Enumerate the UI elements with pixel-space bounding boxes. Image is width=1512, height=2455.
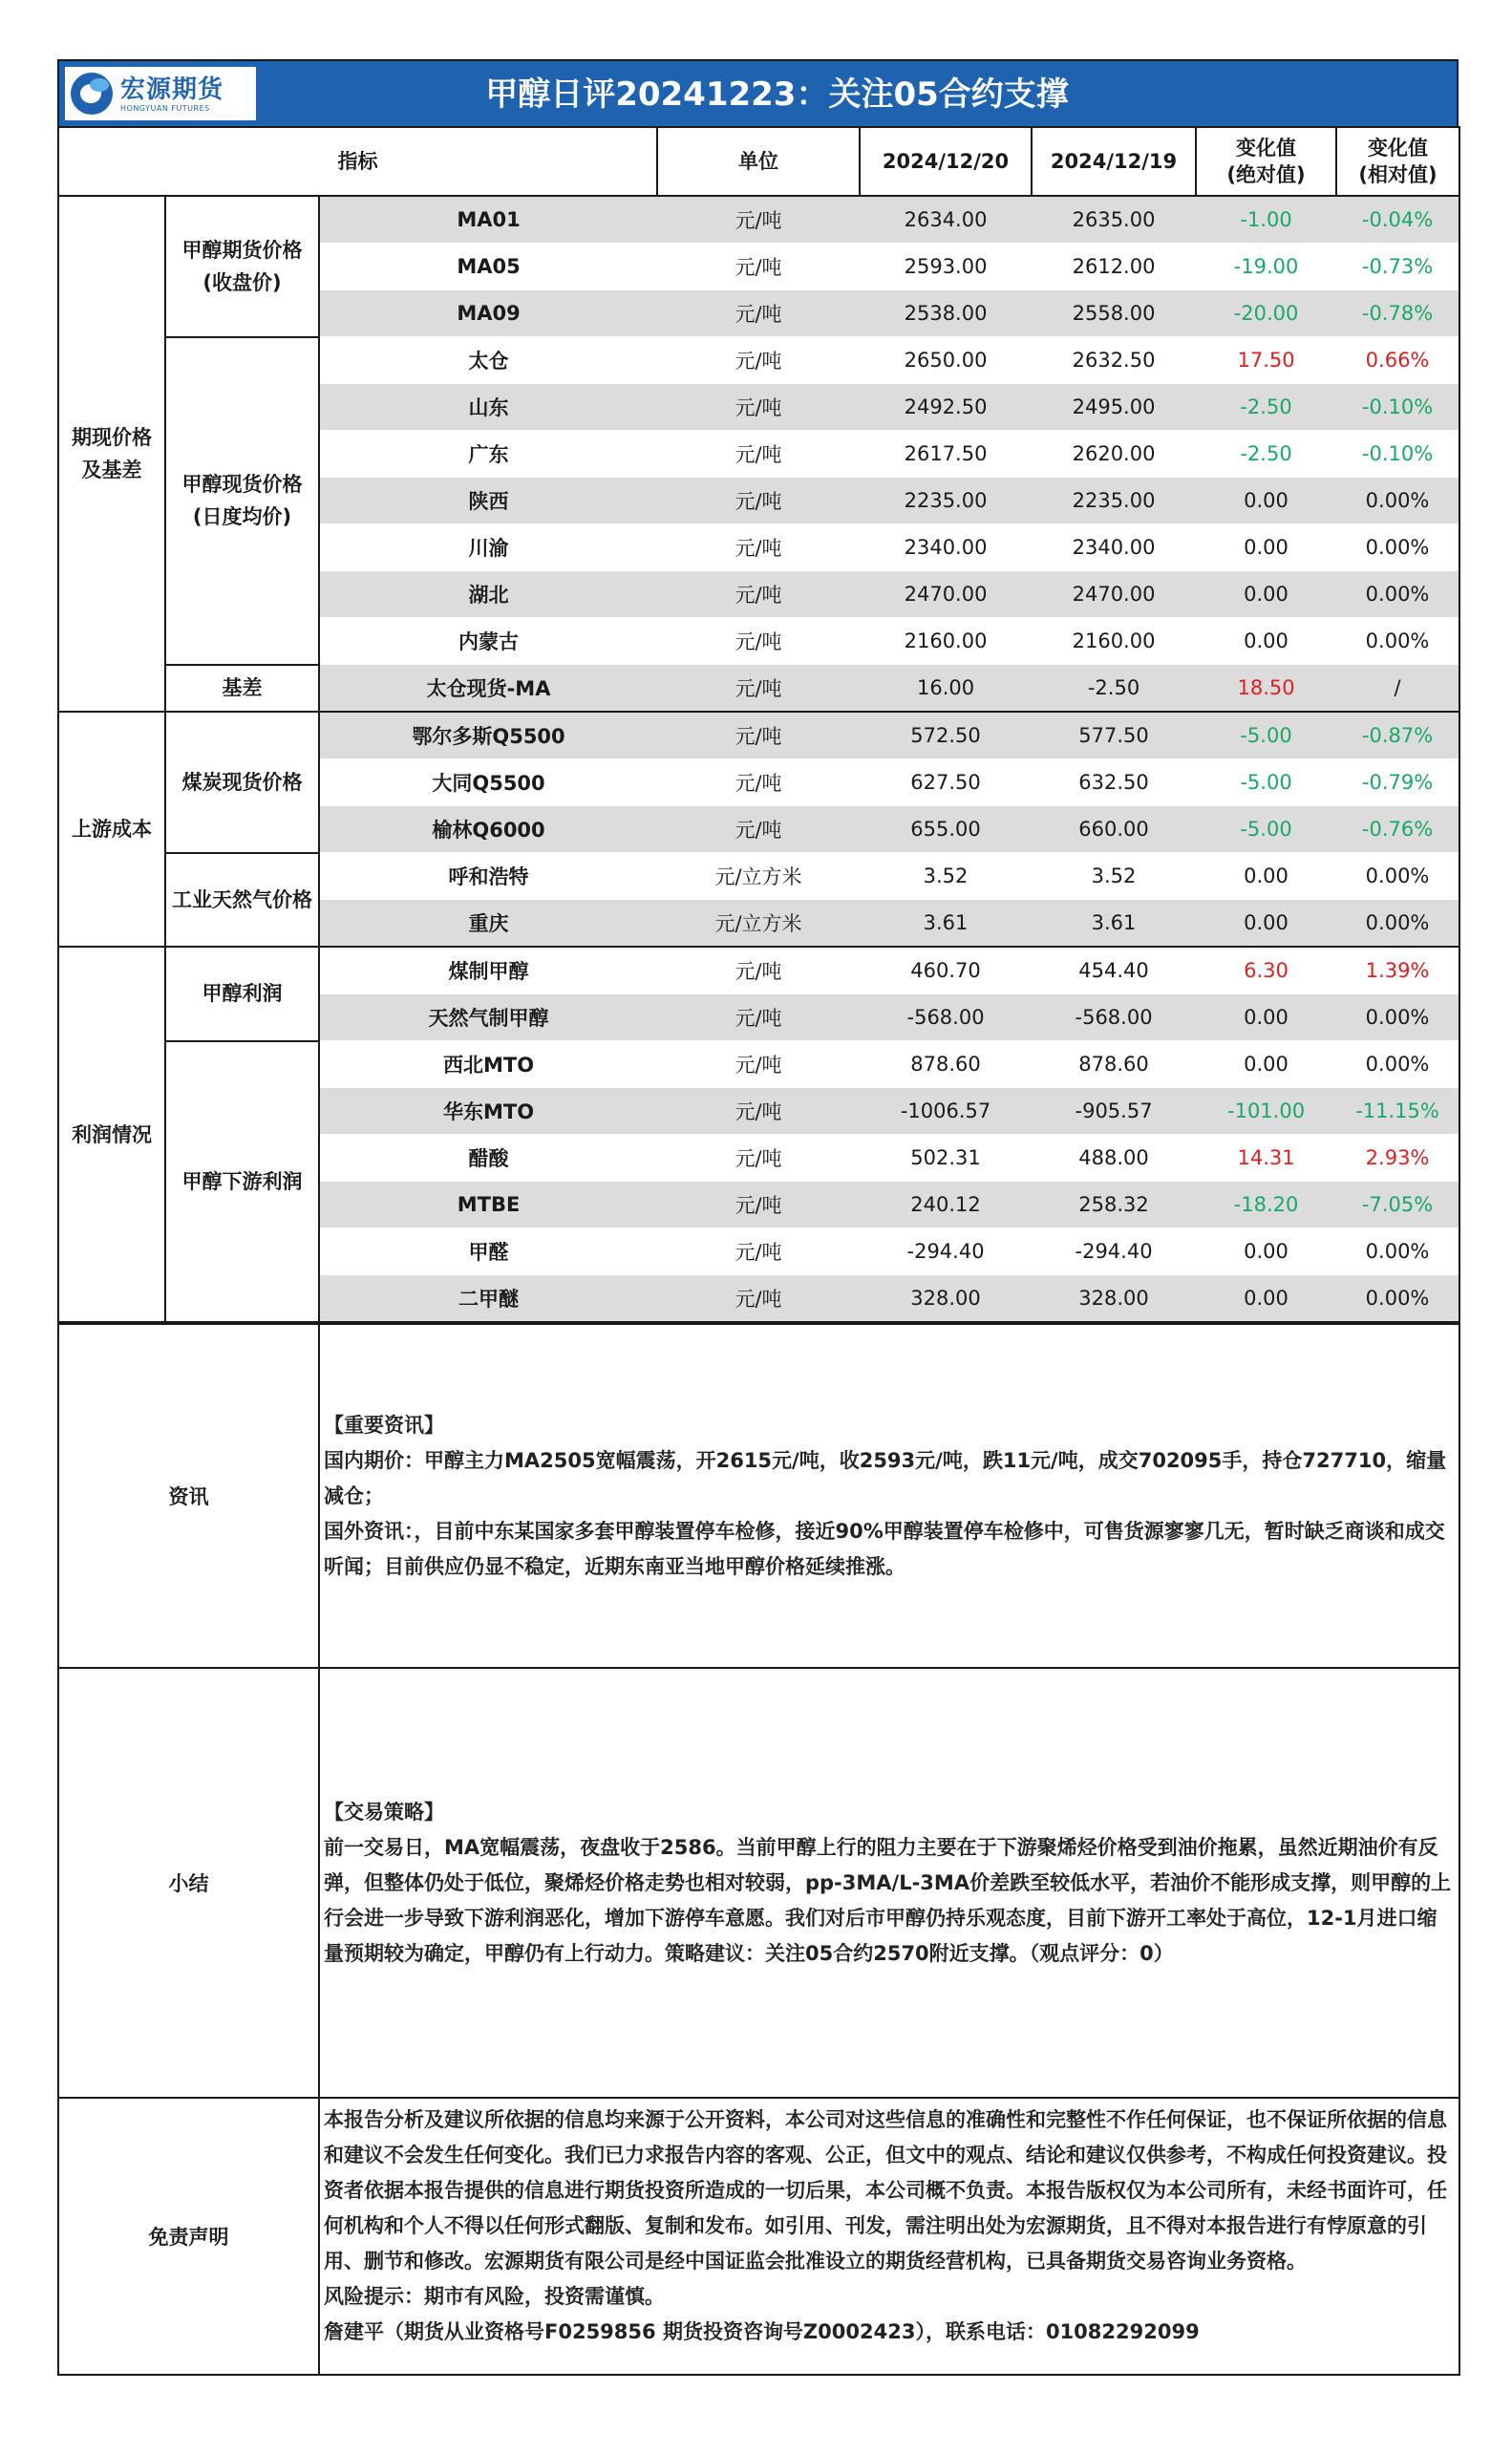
change-relative: -0.78% (1336, 290, 1459, 337)
unit-cell: 元/立方米 (657, 853, 860, 900)
value-current: 627.50 (860, 759, 1032, 806)
disclaimer-body: 本报告分析及建议所依据的信息均来源于公开资料，本公司对这些信息的准确性和完整性不作任何保证，也不保证所依据的信息和建议不会发生任何变化。我们已力求报告内容的客观、公正，但文中的观点、结论和建议仅供参考，不构成任何投资建议。投资者依据本报告提供的信息进行期货投资所造成的一切后果，本公司概不负责。本报告版权仅为本公司所有，未经书面许可，任何机构和个人不得以任何形式翻版、复制和发布。如引用、刊发，需注明出处为宏源期货，且不得对本报告进行有悖原意的引用、删节和修改。宏源期货有限公司是经中国证监会批准设立的期货经营机构，已具备期货交易咨询业务资格。 (324, 2108, 1447, 2273)
disclaimer-content (319, 2098, 1459, 2375)
header-abs-change: 变化值 (绝对值) (1196, 127, 1336, 196)
header-date1: 2024/12/20 (860, 127, 1032, 196)
value-current: 240.12 (860, 1182, 1032, 1228)
unit-cell: 元/吨 (657, 196, 860, 244)
unit-cell: 元/吨 (657, 244, 860, 290)
value-current: 328.00 (860, 1275, 1032, 1323)
value-previous: 2495.00 (1032, 384, 1196, 431)
change-absolute: 0.00 (1196, 994, 1336, 1041)
indicator-name: 煤制甲醇 (319, 947, 657, 994)
indicator-name: 太仓现货-MA (319, 665, 657, 713)
news-row (58, 1324, 1459, 1668)
change-relative: 0.00% (1336, 1041, 1459, 1088)
change-absolute: 17.50 (1196, 337, 1336, 384)
change-relative: 0.00% (1336, 524, 1459, 571)
disclaimer-label: 免责声明 (58, 2098, 319, 2375)
change-relative: 0.00% (1336, 853, 1459, 900)
value-current: 3.61 (860, 900, 1032, 948)
change-absolute: -1.00 (1196, 196, 1336, 244)
sub-gas-price: 工业天然气价格 (165, 853, 319, 948)
unit-cell: 元/吨 (657, 712, 860, 759)
header-rel-change: 变化值 (相对值) (1336, 127, 1459, 196)
indicator-name: 山东 (319, 384, 657, 431)
value-current: 2160.00 (860, 618, 1032, 665)
value-previous: 2235.00 (1032, 478, 1196, 524)
change-absolute: -18.20 (1196, 1182, 1336, 1228)
sub-downstream-profit: 甲醇下游利润 (165, 1041, 319, 1323)
value-current: 460.70 (860, 947, 1032, 994)
value-previous: 2558.00 (1032, 290, 1196, 337)
header-date2: 2024/12/19 (1032, 127, 1196, 196)
value-current: 572.50 (860, 712, 1032, 759)
indicator-table (57, 126, 1460, 1323)
unit-cell: 元/吨 (657, 665, 860, 713)
value-previous: 577.50 (1032, 712, 1196, 759)
unit-cell: 元/吨 (657, 478, 860, 524)
change-absolute: 0.00 (1196, 478, 1336, 524)
indicator-name: MTBE (319, 1182, 657, 1228)
news-content (319, 1324, 1459, 1668)
unit-cell: 元/吨 (657, 1088, 860, 1135)
value-previous: 2470.00 (1032, 571, 1196, 618)
sub-basis: 基差 (165, 665, 319, 713)
indicator-name: 太仓 (319, 337, 657, 384)
table-row (58, 337, 1459, 384)
value-current: 3.52 (860, 853, 1032, 900)
unit-cell: 元/吨 (657, 1182, 860, 1228)
indicator-name: MA09 (319, 290, 657, 337)
indicator-name: MA01 (319, 196, 657, 244)
change-absolute: -101.00 (1196, 1088, 1336, 1135)
indicator-name: 重庆 (319, 900, 657, 948)
indicator-name: MA05 (319, 244, 657, 290)
unit-cell: 元/吨 (657, 618, 860, 665)
value-previous: 2635.00 (1032, 196, 1196, 244)
change-relative: 2.93% (1336, 1135, 1459, 1182)
logo-name-cn: 宏源期货 (120, 75, 224, 104)
indicator-name: 二甲醚 (319, 1275, 657, 1323)
unit-cell: 元/吨 (657, 806, 860, 853)
value-previous: -905.57 (1032, 1088, 1196, 1135)
value-previous: -2.50 (1032, 665, 1196, 713)
table-row (58, 947, 1459, 994)
indicator-name: 呼和浩特 (319, 853, 657, 900)
summary-content (319, 1668, 1459, 2098)
change-relative: -0.73% (1336, 244, 1459, 290)
header-unit: 单位 (657, 127, 860, 196)
indicator-name: 内蒙古 (319, 618, 657, 665)
value-previous: 328.00 (1032, 1275, 1196, 1323)
unit-cell: 元/吨 (657, 947, 860, 994)
change-relative: 0.66% (1336, 337, 1459, 384)
indicator-name: 醋酸 (319, 1135, 657, 1182)
analyst-info: 詹建平（期货从业资格号F0259856 期货投资咨询号Z0002423），联系电话：01082292099 (324, 2320, 1200, 2343)
indicator-name: 湖北 (319, 571, 657, 618)
indicator-name: 川渝 (319, 524, 657, 571)
indicator-name: 天然气制甲醇 (319, 994, 657, 1041)
value-previous: 454.40 (1032, 947, 1196, 994)
change-absolute: -5.00 (1196, 712, 1336, 759)
change-absolute: -20.00 (1196, 290, 1336, 337)
unit-cell: 元/立方米 (657, 900, 860, 948)
change-absolute: -2.50 (1196, 384, 1336, 431)
table-row (58, 853, 1459, 900)
indicator-name: 鄂尔多斯Q5500 (319, 712, 657, 759)
indicator-name: 陕西 (319, 478, 657, 524)
change-relative: 0.00% (1336, 900, 1459, 948)
header-indicator: 指标 (58, 127, 657, 196)
indicator-name: 华东MTO (319, 1088, 657, 1135)
unit-cell: 元/吨 (657, 1135, 860, 1182)
unit-cell: 元/吨 (657, 994, 860, 1041)
summary-label: 小结 (58, 1668, 319, 2098)
summary-row (58, 1668, 1459, 2098)
change-relative: -11.15% (1336, 1088, 1459, 1135)
table-row (58, 712, 1459, 759)
sub-methanol-profit: 甲醇利润 (165, 947, 319, 1041)
value-previous: 3.61 (1032, 900, 1196, 948)
value-previous: 258.32 (1032, 1182, 1196, 1228)
unit-cell: 元/吨 (657, 384, 860, 431)
value-current: 2235.00 (860, 478, 1032, 524)
value-previous: 2612.00 (1032, 244, 1196, 290)
value-previous: 488.00 (1032, 1135, 1196, 1182)
change-absolute: 0.00 (1196, 853, 1336, 900)
value-current: 2634.00 (860, 196, 1032, 244)
disclaimer-row (58, 2098, 1459, 2375)
change-absolute: 0.00 (1196, 571, 1336, 618)
change-absolute: 0.00 (1196, 1041, 1336, 1088)
unit-cell: 元/吨 (657, 1041, 860, 1088)
unit-cell: 元/吨 (657, 431, 860, 478)
unit-cell: 元/吨 (657, 337, 860, 384)
change-absolute: 0.00 (1196, 900, 1336, 948)
daily-report-sheet (57, 59, 1459, 2376)
change-absolute: -5.00 (1196, 806, 1336, 853)
value-current: 2492.50 (860, 384, 1032, 431)
change-relative: -0.87% (1336, 712, 1459, 759)
value-previous: 2632.50 (1032, 337, 1196, 384)
change-relative: -0.79% (1336, 759, 1459, 806)
news-domestic: 国内期价：甲醇主力MA2505宽幅震荡，开2615元/吨，收2593元/吨，跌11元/吨，成交702095手，持仓727710，缩量减仓； (324, 1448, 1447, 1507)
sub-futures-price: 甲醇期货价格 (收盘价) (165, 196, 319, 337)
value-current: 2650.00 (860, 337, 1032, 384)
value-previous: 660.00 (1032, 806, 1196, 853)
sub-coal-price: 煤炭现货价格 (165, 712, 319, 853)
value-current: 2340.00 (860, 524, 1032, 571)
change-absolute: -2.50 (1196, 431, 1336, 478)
value-current: 655.00 (860, 806, 1032, 853)
unit-cell: 元/吨 (657, 1275, 860, 1323)
change-relative: -0.10% (1336, 384, 1459, 431)
value-current: -1006.57 (860, 1088, 1032, 1135)
change-relative: -0.04% (1336, 196, 1459, 244)
value-current: 2617.50 (860, 431, 1032, 478)
value-previous: -568.00 (1032, 994, 1196, 1041)
change-relative: 0.00% (1336, 478, 1459, 524)
change-absolute: 0.00 (1196, 1275, 1336, 1323)
change-relative: 0.00% (1336, 1228, 1459, 1275)
unit-cell: 元/吨 (657, 290, 860, 337)
unit-cell: 元/吨 (657, 1228, 860, 1275)
value-previous: 878.60 (1032, 1041, 1196, 1088)
indicator-name: 广东 (319, 431, 657, 478)
value-current: -568.00 (860, 994, 1032, 1041)
value-current: -294.40 (860, 1228, 1032, 1275)
news-heading: 【重要资讯】 (324, 1413, 444, 1437)
change-relative: -0.76% (1336, 806, 1459, 853)
change-relative: -0.10% (1336, 431, 1459, 478)
change-relative: 0.00% (1336, 994, 1459, 1041)
unit-cell: 元/吨 (657, 571, 860, 618)
change-relative: 0.00% (1336, 1275, 1459, 1323)
value-current: 16.00 (860, 665, 1032, 713)
value-current: 502.31 (860, 1135, 1032, 1182)
indicator-name: 榆林Q6000 (319, 806, 657, 853)
change-relative: 1.39% (1336, 947, 1459, 994)
cat-price-basis: 期现价格 及基差 (58, 196, 165, 712)
news-overseas: 国外资讯：，目前中东某国家多套甲醇装置停车检修，接近90%甲醇装置停车检修中，可售货源寥寥几无，暂时缺乏商谈和成交听闻；目前供应仍显不稳定，近期东南亚当地甲醇价格延续推涨。 (324, 1519, 1445, 1578)
value-current: 2470.00 (860, 571, 1032, 618)
table-row (58, 665, 1459, 713)
table-row (58, 196, 1459, 244)
value-current: 2593.00 (860, 244, 1032, 290)
change-absolute: -5.00 (1196, 759, 1336, 806)
news-label: 资讯 (58, 1324, 319, 1668)
unit-cell: 元/吨 (657, 759, 860, 806)
change-absolute: 0.00 (1196, 524, 1336, 571)
change-absolute: 14.31 (1196, 1135, 1336, 1182)
logo-name-en: HONGYUAN FUTURES (120, 103, 210, 113)
table-header-row (58, 127, 1459, 196)
indicator-name: 大同Q5500 (319, 759, 657, 806)
value-current: 2538.00 (860, 290, 1032, 337)
risk-notice: 风险提示：期市有风险，投资需谨慎。 (324, 2285, 665, 2308)
change-absolute: -19.00 (1196, 244, 1336, 290)
cat-upstream-cost: 上游成本 (58, 712, 165, 947)
change-absolute: 18.50 (1196, 665, 1336, 713)
unit-cell: 元/吨 (657, 524, 860, 571)
value-previous: 2160.00 (1032, 618, 1196, 665)
change-relative: / (1336, 665, 1459, 713)
change-relative: 0.00% (1336, 571, 1459, 618)
commentary-table (57, 1323, 1460, 2376)
summary-heading: 【交易策略】 (324, 1800, 444, 1824)
report-title: 甲醇日评20241223：关注05合约支撑 (485, 75, 1069, 114)
value-previous: -294.40 (1032, 1228, 1196, 1275)
change-relative: -7.05% (1336, 1182, 1459, 1228)
value-previous: 3.52 (1032, 853, 1196, 900)
change-relative: 0.00% (1336, 618, 1459, 665)
indicator-name: 西北MTO (319, 1041, 657, 1088)
table-row (58, 1041, 1459, 1088)
value-previous: 632.50 (1032, 759, 1196, 806)
value-current: 878.60 (860, 1041, 1032, 1088)
change-absolute: 0.00 (1196, 1228, 1336, 1275)
sub-spot-price: 甲醇现货价格 (日度均价) (165, 337, 319, 665)
indicator-name: 甲醛 (319, 1228, 657, 1275)
value-previous: 2340.00 (1032, 524, 1196, 571)
value-previous: 2620.00 (1032, 431, 1196, 478)
summary-body: 前一交易日，MA宽幅震荡，夜盘收于2586。当前甲醇上行的阻力主要在于下游聚烯烃价格受到油价拖累，虽然近期油价有反弹，但整体仍处于低位，聚烯烃价格走势也相对较弱，pp-3MA/L-3MA价差跌至较低水平，若油价不能形成支撑，则甲醇的上行会进一步导致下游利润恶化，增加下游停车意愿。我们对后市甲醇仍持乐观态度，目前下游开工率处于高位，12-1月进口缩量预期较为确定，甲醇仍有上行动力。策略建议：关注05合约2570附近支撑。（观点评分：0） (324, 1835, 1452, 1965)
change-absolute: 0.00 (1196, 618, 1336, 665)
cat-profit: 利润情况 (58, 947, 165, 1322)
title-bar (57, 59, 1459, 126)
change-absolute: 6.30 (1196, 947, 1336, 994)
